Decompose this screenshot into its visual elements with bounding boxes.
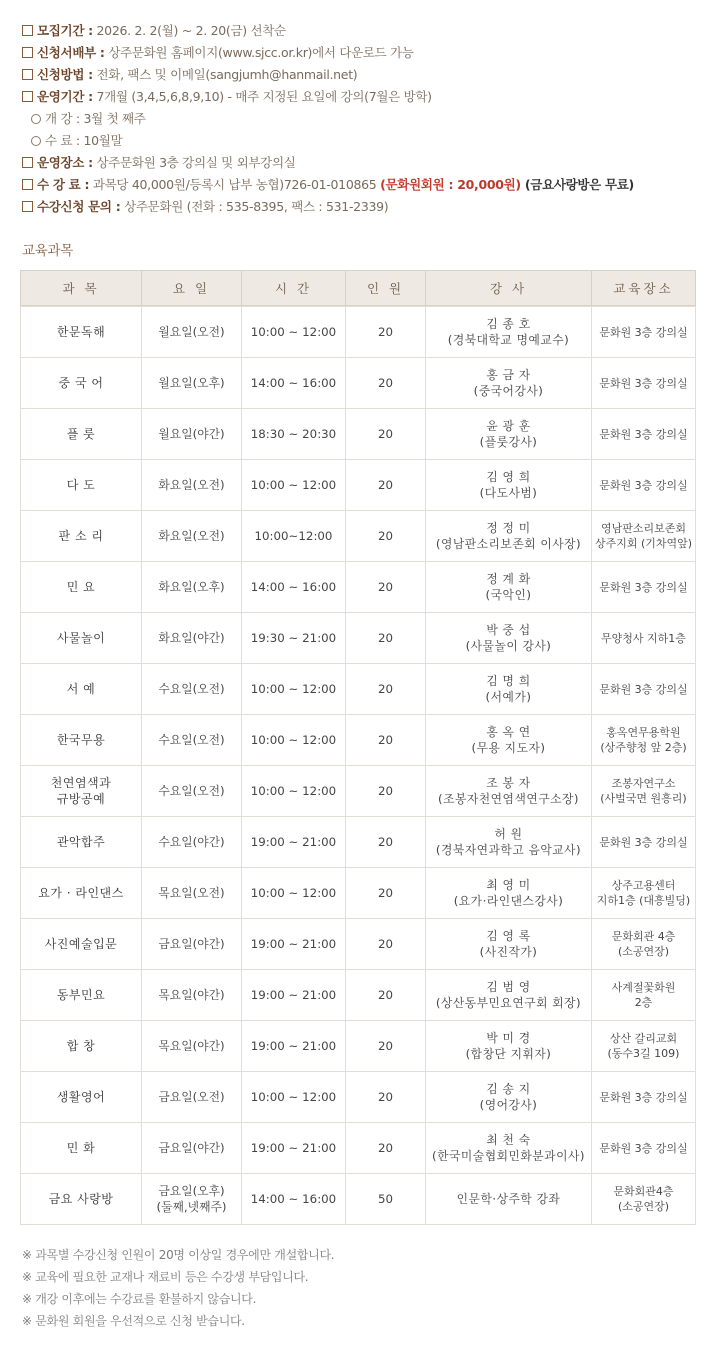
place-line: 문화원 3층 강의실 bbox=[599, 478, 688, 492]
cell-subject bbox=[21, 664, 142, 715]
subject-line: 플 룻 bbox=[66, 427, 96, 441]
circle-bullet-icon bbox=[31, 114, 41, 124]
checkbox-bullet-icon bbox=[22, 69, 33, 80]
cell-instructor bbox=[426, 613, 592, 664]
cell-subject bbox=[21, 1174, 142, 1225]
cell-place bbox=[592, 766, 696, 817]
subject-line: 다 도 bbox=[66, 478, 96, 492]
cell-subject bbox=[21, 868, 142, 919]
cell-count: 20 bbox=[346, 970, 426, 1021]
header-instructor: 강 사 bbox=[426, 271, 592, 306]
place-line: 문화회관4층 bbox=[613, 1185, 674, 1198]
cell-subject bbox=[21, 817, 142, 868]
subject-line: 사진예술입문 bbox=[44, 937, 118, 951]
instructor-line: 허 원 bbox=[494, 827, 523, 841]
table-row bbox=[21, 1123, 696, 1174]
instructor-line: 김 영 희 bbox=[486, 470, 531, 484]
subject-line: 금요 사랑방 bbox=[48, 1192, 114, 1206]
instructor-line: 김 영 록 bbox=[486, 929, 531, 943]
sub-label: 수 료 : bbox=[45, 133, 80, 148]
member-fee: (문화원회원 : 20,000원) bbox=[380, 177, 521, 192]
place-line: 상산 갈리교회 bbox=[609, 1032, 678, 1045]
cell-subject bbox=[21, 307, 142, 358]
cell-instructor bbox=[426, 409, 592, 460]
info-label: 신청방법 : bbox=[37, 67, 93, 82]
header-subject: 과 목 bbox=[21, 271, 142, 306]
header-day: 요 일 bbox=[142, 271, 242, 306]
place-line: 문화원 3층 강의실 bbox=[599, 682, 688, 696]
place-line: 문화원 3층 강의실 bbox=[599, 376, 688, 390]
sub-value: 3월 첫 째주 bbox=[79, 111, 146, 126]
note-item: ※ 교육에 필요한 교재나 재료비 등은 수강생 부담입니다. bbox=[22, 1270, 309, 1284]
day-line: 금요일(야간) bbox=[158, 937, 225, 951]
cell-count: 20 bbox=[346, 1123, 426, 1174]
day-line: 월요일(오전) bbox=[158, 325, 225, 339]
cell-instructor bbox=[426, 1123, 592, 1174]
notes bbox=[22, 1245, 702, 1333]
place-line: 사계절꽃화원 bbox=[611, 981, 676, 994]
cell-instructor bbox=[426, 664, 592, 715]
instructor-line: (한국미술협회민화분과이사) bbox=[432, 1149, 585, 1163]
table-row bbox=[21, 970, 696, 1021]
cell-time: 19:00 ~ 21:00 bbox=[242, 1021, 346, 1072]
table-row bbox=[21, 307, 696, 358]
instructor-line: 홍 금 자 bbox=[486, 368, 531, 382]
day-line: 수요일(야간) bbox=[158, 835, 225, 849]
place-line: (동수3길 109) bbox=[607, 1047, 680, 1060]
place-line: 홍옥연무용학원 bbox=[606, 726, 681, 739]
instructor-line: 박 미 경 bbox=[486, 1031, 531, 1045]
cell-day bbox=[142, 1123, 242, 1174]
subject-line: 판 소 리 bbox=[58, 529, 104, 543]
subject-line: 민 화 bbox=[66, 1141, 96, 1155]
info-line-fee bbox=[22, 177, 702, 199]
cell-count: 20 bbox=[346, 511, 426, 562]
checkbox-bullet-icon bbox=[22, 201, 33, 212]
cell-time: 10:00 ~ 12:00 bbox=[242, 460, 346, 511]
course-table bbox=[20, 270, 696, 1225]
place-line: 상주지회 (기차역앞) bbox=[594, 537, 693, 550]
day-line: 월요일(야간) bbox=[158, 427, 225, 441]
cell-day bbox=[142, 1072, 242, 1123]
recruitment-info bbox=[22, 23, 702, 221]
cell-place bbox=[592, 409, 696, 460]
place-line: 문화회관 4층 bbox=[611, 930, 676, 943]
info-line-venue bbox=[22, 155, 702, 177]
cell-count: 20 bbox=[346, 868, 426, 919]
note-item: ※ 개강 이후에는 수강료를 환불하지 않습니다. bbox=[22, 1292, 257, 1306]
instructor-line: 홍 옥 연 bbox=[486, 725, 531, 739]
instructor-line: (조봉자천연염색연구소장) bbox=[437, 792, 580, 806]
cell-subject bbox=[21, 1123, 142, 1174]
cell-place bbox=[592, 868, 696, 919]
cell-instructor bbox=[426, 1174, 592, 1225]
day-line: 수요일(오전) bbox=[158, 784, 225, 798]
cell-time: 10:00~12:00 bbox=[242, 511, 346, 562]
table-row bbox=[21, 715, 696, 766]
table-row bbox=[21, 511, 696, 562]
info-label: 수 강 료 : bbox=[37, 177, 90, 192]
cell-place bbox=[592, 919, 696, 970]
cell-subject bbox=[21, 358, 142, 409]
cell-instructor bbox=[426, 1072, 592, 1123]
info-value: 7개월 (3,4,5,6,8,9,10) - 매주 지정된 요일에 강의(7월은 방학) bbox=[92, 89, 432, 104]
place-line: 조봉자연구소 bbox=[611, 777, 676, 790]
note-item: ※ 과목별 수강신청 인원이 20명 이상일 경우에만 개설합니다. bbox=[22, 1248, 335, 1262]
cell-instructor bbox=[426, 1021, 592, 1072]
cell-time: 10:00 ~ 12:00 bbox=[242, 307, 346, 358]
instructor-line: (서예가) bbox=[485, 690, 532, 704]
subject-line: 서 예 bbox=[66, 682, 96, 696]
cell-place bbox=[592, 1072, 696, 1123]
day-line: 화요일(오전) bbox=[158, 478, 225, 492]
cell-count: 20 bbox=[346, 664, 426, 715]
instructor-line: 김 명 희 bbox=[486, 674, 531, 688]
cell-count: 20 bbox=[346, 817, 426, 868]
day-line: 목요일(야간) bbox=[158, 1039, 225, 1053]
cell-count: 20 bbox=[346, 919, 426, 970]
instructor-line: 김 범 영 bbox=[486, 980, 531, 994]
instructor-line: 정 계 화 bbox=[486, 572, 531, 586]
info-label: 운영기간 : bbox=[37, 89, 93, 104]
info-value: 상주문화원 (전화 : 535-8395, 팩스 : 531-2339) bbox=[120, 199, 389, 214]
subject-line: 관악합주 bbox=[56, 835, 106, 849]
day-line: 목요일(야간) bbox=[158, 988, 225, 1002]
cell-instructor bbox=[426, 766, 592, 817]
table-row bbox=[21, 919, 696, 970]
day-line: 수요일(오전) bbox=[158, 733, 225, 747]
cell-time: 10:00 ~ 12:00 bbox=[242, 715, 346, 766]
instructor-line: (다도사범) bbox=[479, 486, 538, 500]
instructor-line: 조 봉 자 bbox=[486, 776, 531, 790]
cell-count: 20 bbox=[346, 1021, 426, 1072]
instructor-line: (상산동부민요연구회 회장) bbox=[435, 996, 582, 1010]
cell-time: 18:30 ~ 20:30 bbox=[242, 409, 346, 460]
cell-count: 20 bbox=[346, 613, 426, 664]
cell-day bbox=[142, 562, 242, 613]
cell-day bbox=[142, 970, 242, 1021]
day-line: 금요일(오전) bbox=[158, 1090, 225, 1104]
info-label: 수강신청 문의 : bbox=[37, 199, 121, 214]
cell-day bbox=[142, 307, 242, 358]
subject-line: 중 국 어 bbox=[58, 376, 104, 390]
place-line: 문화원 3층 강의실 bbox=[599, 427, 688, 441]
place-line: 문화원 3층 강의실 bbox=[599, 580, 688, 594]
subject-line: 생활영어 bbox=[56, 1090, 106, 1104]
header-place: 교육장소 bbox=[592, 271, 696, 306]
cell-count: 20 bbox=[346, 358, 426, 409]
info-label: 모집기간 : bbox=[37, 23, 93, 38]
cell-place bbox=[592, 664, 696, 715]
info-value: 2026. 2. 2(월) ~ 2. 20(금) 선착순 bbox=[92, 23, 286, 38]
checkbox-bullet-icon bbox=[22, 25, 33, 36]
cell-count: 50 bbox=[346, 1174, 426, 1225]
cell-day bbox=[142, 613, 242, 664]
info-value: 상주문화원 홈페이지(www.sjcc.or.kr)에서 다운로드 가능 bbox=[104, 45, 414, 60]
place-line: (사벌국면 원흥리) bbox=[600, 792, 687, 805]
day-line: 금요일(오후) bbox=[158, 1184, 225, 1198]
subject-line: 한국무용 bbox=[56, 733, 106, 747]
table-header-row bbox=[21, 271, 696, 306]
instructor-line: (합창단 지휘자) bbox=[465, 1047, 552, 1061]
table-row bbox=[21, 460, 696, 511]
cell-count: 20 bbox=[346, 766, 426, 817]
instructor-line: 정 정 미 bbox=[486, 521, 531, 535]
instructor-line: 인문학·상주학 강좌 bbox=[456, 1192, 561, 1206]
subject-line: 한문독해 bbox=[56, 325, 106, 339]
circle-bullet-icon bbox=[31, 136, 41, 146]
place-line: 영남판소리보존회 bbox=[600, 522, 686, 535]
cell-subject bbox=[21, 613, 142, 664]
day-line: 금요일(야간) bbox=[158, 1141, 225, 1155]
info-line-period bbox=[22, 23, 702, 45]
place-line: 문화원 3층 강의실 bbox=[599, 835, 688, 849]
fee-value: 과목당 40,000원/등록시 납부 농협)726-01-010865 bbox=[89, 177, 381, 192]
cell-count: 20 bbox=[346, 460, 426, 511]
instructor-line: (요가·라인댄스강사) bbox=[453, 894, 564, 908]
checkbox-bullet-icon bbox=[22, 91, 33, 102]
cell-subject bbox=[21, 1021, 142, 1072]
info-label: 운영장소 : bbox=[37, 155, 93, 170]
cell-place bbox=[592, 970, 696, 1021]
sub-label: 개 강 : bbox=[45, 111, 80, 126]
instructor-line: (경북대학교 명예교수) bbox=[447, 333, 570, 347]
instructor-line: (사물놀이 강사) bbox=[465, 639, 552, 653]
table-row bbox=[21, 817, 696, 868]
subject-line: 민 요 bbox=[66, 580, 96, 594]
header-count: 인 원 bbox=[346, 271, 426, 306]
cell-day bbox=[142, 664, 242, 715]
day-line: 목요일(오전) bbox=[158, 886, 225, 900]
cell-time: 19:00 ~ 21:00 bbox=[242, 919, 346, 970]
cell-instructor bbox=[426, 817, 592, 868]
cell-day bbox=[142, 919, 242, 970]
instructor-line: 박 중 섭 bbox=[486, 623, 531, 637]
cell-day bbox=[142, 817, 242, 868]
cell-time: 19:00 ~ 21:00 bbox=[242, 1123, 346, 1174]
table-row bbox=[21, 409, 696, 460]
cell-instructor bbox=[426, 460, 592, 511]
cell-place bbox=[592, 511, 696, 562]
cell-day bbox=[142, 358, 242, 409]
instructor-line: 윤 광 훈 bbox=[486, 419, 531, 433]
cell-place bbox=[592, 460, 696, 511]
subject-line: 사물놀이 bbox=[56, 631, 106, 645]
place-line: 문화원 3층 강의실 bbox=[599, 325, 688, 339]
cell-subject bbox=[21, 970, 142, 1021]
table-row bbox=[21, 358, 696, 409]
table-row bbox=[21, 664, 696, 715]
info-line-start bbox=[22, 111, 702, 133]
cell-place bbox=[592, 1123, 696, 1174]
cell-day bbox=[142, 766, 242, 817]
subject-line: 동부민요 bbox=[56, 988, 106, 1002]
cell-instructor bbox=[426, 919, 592, 970]
cell-time: 19:30 ~ 21:00 bbox=[242, 613, 346, 664]
day-line: 월요일(오후) bbox=[158, 376, 225, 390]
place-line: 문화원 3층 강의실 bbox=[599, 1090, 688, 1104]
info-value: 전화, 팩스 및 이메일(sangjumh@hanmail.net) bbox=[92, 67, 358, 82]
subject-line: 규방공예 bbox=[56, 792, 106, 806]
cell-instructor bbox=[426, 511, 592, 562]
instructor-line: (영어강사) bbox=[479, 1098, 538, 1112]
instructor-line: 김 송 지 bbox=[486, 1082, 531, 1096]
cell-place bbox=[592, 1021, 696, 1072]
day-line: 수요일(오전) bbox=[158, 682, 225, 696]
instructor-line: (플룻강사) bbox=[479, 435, 538, 449]
cell-place bbox=[592, 613, 696, 664]
cell-time: 19:00 ~ 21:00 bbox=[242, 970, 346, 1021]
cell-count: 20 bbox=[346, 409, 426, 460]
cell-count: 20 bbox=[346, 562, 426, 613]
cell-subject bbox=[21, 1072, 142, 1123]
cell-count: 20 bbox=[346, 715, 426, 766]
info-value: 상주문화원 3층 강의실 및 외부강의실 bbox=[92, 155, 296, 170]
instructor-line: (영남판소리보존회 이사장) bbox=[435, 537, 582, 551]
cell-place bbox=[592, 715, 696, 766]
section-title: 교육과목 bbox=[22, 243, 73, 259]
cell-place bbox=[592, 358, 696, 409]
note-item: ※ 문화원 회원을 우선적으로 신청 받습니다. bbox=[22, 1314, 245, 1328]
table-row bbox=[21, 766, 696, 817]
cell-time: 14:00 ~ 16:00 bbox=[242, 358, 346, 409]
cell-subject bbox=[21, 562, 142, 613]
instructor-line: (경북자연과학고 음악교사) bbox=[435, 843, 582, 857]
cell-day bbox=[142, 1174, 242, 1225]
cell-instructor bbox=[426, 715, 592, 766]
table-row bbox=[21, 562, 696, 613]
cell-day bbox=[142, 460, 242, 511]
info-line-end bbox=[22, 133, 702, 155]
day-line: 화요일(야간) bbox=[158, 631, 225, 645]
cell-instructor bbox=[426, 358, 592, 409]
cell-day bbox=[142, 409, 242, 460]
cell-time: 10:00 ~ 12:00 bbox=[242, 868, 346, 919]
subject-line: 요가 · 라인댄스 bbox=[38, 886, 124, 900]
day-line: (둘째,넷째주) bbox=[156, 1200, 227, 1214]
day-line: 화요일(오전) bbox=[158, 529, 225, 543]
table-row bbox=[21, 1021, 696, 1072]
cell-time: 19:00 ~ 21:00 bbox=[242, 817, 346, 868]
cell-subject bbox=[21, 715, 142, 766]
place-line: (소공연장) bbox=[617, 1200, 670, 1213]
cell-instructor bbox=[426, 562, 592, 613]
cell-time: 10:00 ~ 12:00 bbox=[242, 664, 346, 715]
checkbox-bullet-icon bbox=[22, 157, 33, 168]
instructor-line: (사진작가) bbox=[479, 945, 538, 959]
info-line-form bbox=[22, 45, 702, 67]
cell-instructor bbox=[426, 307, 592, 358]
cell-count: 20 bbox=[346, 1072, 426, 1123]
table-row bbox=[21, 613, 696, 664]
checkbox-bullet-icon bbox=[22, 179, 33, 190]
cell-subject bbox=[21, 409, 142, 460]
cell-instructor bbox=[426, 868, 592, 919]
table-row bbox=[21, 1174, 696, 1225]
subject-line: 천연염색과 bbox=[50, 776, 112, 790]
place-line: 무양청사 지하1층 bbox=[601, 631, 686, 645]
place-line: (소공연장) bbox=[617, 945, 670, 958]
instructor-line: (국악인) bbox=[485, 588, 532, 602]
instructor-line: 김 종 호 bbox=[486, 317, 531, 331]
info-line-inquiry bbox=[22, 199, 702, 221]
cell-place bbox=[592, 562, 696, 613]
cell-day bbox=[142, 868, 242, 919]
info-line-operation bbox=[22, 89, 702, 111]
cell-subject bbox=[21, 766, 142, 817]
table-row bbox=[21, 1072, 696, 1123]
cell-time: 14:00 ~ 16:00 bbox=[242, 562, 346, 613]
place-line: 2층 bbox=[634, 996, 653, 1009]
sub-value: 10월말 bbox=[79, 133, 123, 148]
place-line: 문화원 3층 강의실 bbox=[599, 1141, 688, 1155]
free-note: (금요사랑방은 무료) bbox=[520, 177, 634, 192]
instructor-line: (무용 지도자) bbox=[471, 741, 546, 755]
instructor-line: (중국어강사) bbox=[473, 384, 544, 398]
place-line: (상주향청 앞 2층) bbox=[600, 741, 687, 754]
cell-place bbox=[592, 1174, 696, 1225]
cell-day bbox=[142, 715, 242, 766]
cell-subject bbox=[21, 919, 142, 970]
subject-line: 합 창 bbox=[66, 1039, 96, 1053]
cell-count: 20 bbox=[346, 307, 426, 358]
cell-place bbox=[592, 817, 696, 868]
instructor-line: 최 영 미 bbox=[486, 878, 531, 892]
cell-instructor bbox=[426, 970, 592, 1021]
cell-time: 14:00 ~ 16:00 bbox=[242, 1174, 346, 1225]
cell-time: 10:00 ~ 12:00 bbox=[242, 766, 346, 817]
table-body bbox=[21, 306, 696, 1225]
cell-subject bbox=[21, 511, 142, 562]
cell-time: 10:00 ~ 12:00 bbox=[242, 1072, 346, 1123]
cell-place bbox=[592, 307, 696, 358]
place-line: 지하1층 (대흥빌딩) bbox=[596, 894, 691, 907]
place-line: 상주고용센터 bbox=[611, 879, 676, 892]
cell-day bbox=[142, 511, 242, 562]
table-row bbox=[21, 868, 696, 919]
instructor-line: 최 천 숙 bbox=[486, 1133, 531, 1147]
info-line-method bbox=[22, 67, 702, 89]
day-line: 화요일(오후) bbox=[158, 580, 225, 594]
info-label: 신청서배부 : bbox=[37, 45, 105, 60]
cell-subject bbox=[21, 460, 142, 511]
checkbox-bullet-icon bbox=[22, 47, 33, 58]
cell-day bbox=[142, 1021, 242, 1072]
header-time: 시 간 bbox=[242, 271, 346, 306]
